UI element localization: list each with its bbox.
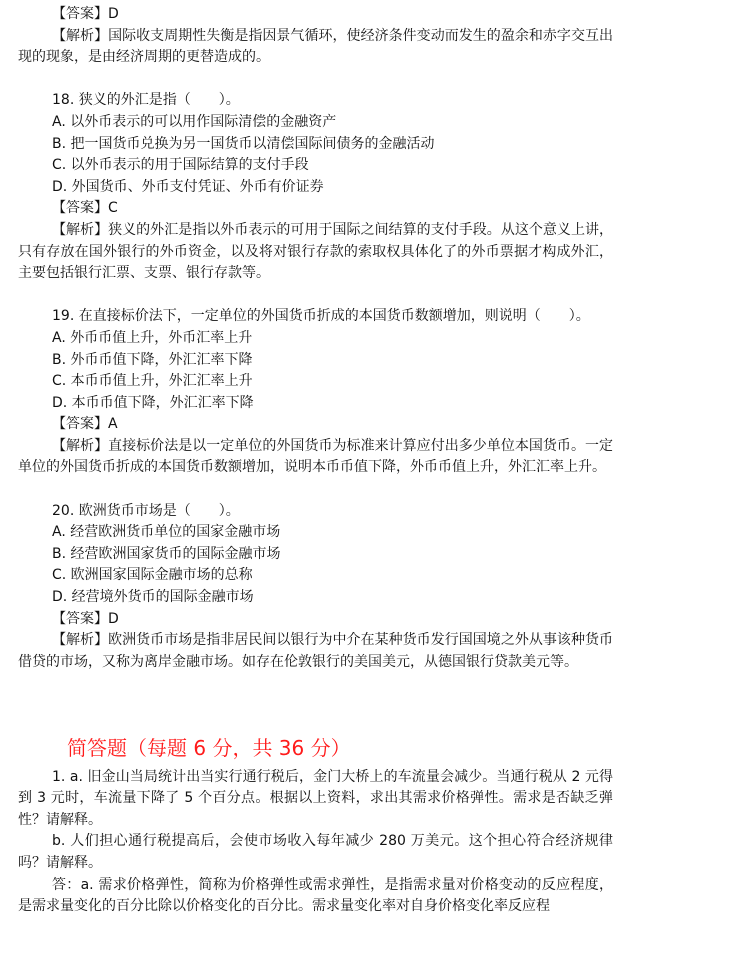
option-d: D. 本币币值下降，外汇汇率下降 [52,394,254,411]
short-answer-q1a: 1. a. 旧金山当局统计出当实行通行税后，金门大桥上的车流量会减少。当通行税从 2 元得到 3 元时，车流量下降了 5 个百分点。根据以上资料，求出其需求价格弹性。需求是否缺乏弹性？请解释。 [18,768,613,828]
question-18 [18,90,613,284]
q17-answer: 【答案】D [52,6,119,22]
section-heading: 简答题（每题 6 分，共 36 分） [67,735,351,760]
option-d: D. 外国货币、外币支付凭证、外币有价证券 [52,178,324,195]
option-b: B. 经营欧洲国家货币的国际金融市场 [52,545,281,562]
question-19 [18,306,613,479]
question-stem: 18. 狭义的外汇是指（ ）。 [52,92,240,109]
short-answer-response: 答：a. 需求价格弹性，简称为价格弹性或需求弹性，是指需求量对价格变动的反应程度，是需求量变化的百分比除以价格变化的百分比。需求量变化率对自身价格变化率反应程 [18,876,613,915]
answer: 【答案】C [52,200,118,217]
question-stem: 20. 欧洲货币市场是（ ）。 [52,502,240,519]
short-answer-q1b: b. 人们担心通行税提高后，会使市场收入每年减少 280 万美元。这个担心符合经济规律吗？请解释。 [18,833,613,871]
option-c: C. 欧洲国家国际金融市场的总称 [52,567,253,584]
question-stem: 19. 在直接标价法下，一定单位的外国货币折成的本国货币数额增加，则说明（ ）。 [52,308,590,325]
answer: 【答案】A [52,416,118,433]
q17-analysis: 【解析】国际收支周期性失衡是指因景气循环，使经济条件变动而发生的盈余和赤字交互出现的现象，是由经济周期的更替造成的。 [18,27,613,66]
document-page [18,4,613,918]
option-c: C. 本币币值上升，外汇汇率上升 [52,373,253,390]
option-b: B. 把一国货币兑换为另一国货币以清偿国际间债务的金融活动 [52,135,435,152]
answer: 【答案】D [52,610,119,627]
analysis: 【解析】狭义的外汇是指以外币表示的可用于国际之间结算的支付手段。从这个意义上讲，只有存放在国外银行的外币资金，以及将对银行存款的索取权具体化了的外币票据才构成外汇，主要包括银行汇票、支票、银行存款等。 [18,221,613,282]
analysis: 【解析】直接标价法是以一定单位的外国货币为标准来计算应付出多少单位本国货币。一定单位的外国货币折成的本国货币数额增加，说明本币币值下降，外币币值上升，外汇汇率上升。 [18,437,613,476]
option-a: A. 以外币表示的可以用作国际清偿的金融资产 [52,113,337,130]
analysis: 【解析】欧洲货币市场是指非居民间以银行为中介在某种货币发行国国境之外从事该种货币借贷的市场，又称为离岸金融市场。如存在伦敦银行的美国美元，从德国银行贷款美元等。 [18,632,613,670]
option-a: A. 经营欧洲货币单位的国家金融市场 [52,524,281,541]
option-d: D. 经营境外货币的国际金融市场 [52,589,254,606]
option-a: A. 外币币值上升，外币汇率上升 [52,329,253,346]
option-b: B. 外币币值下降，外汇汇率下降 [52,351,253,368]
option-c: C. 以外币表示的用于国际结算的支付手段 [52,157,309,174]
question-20 [18,501,613,674]
